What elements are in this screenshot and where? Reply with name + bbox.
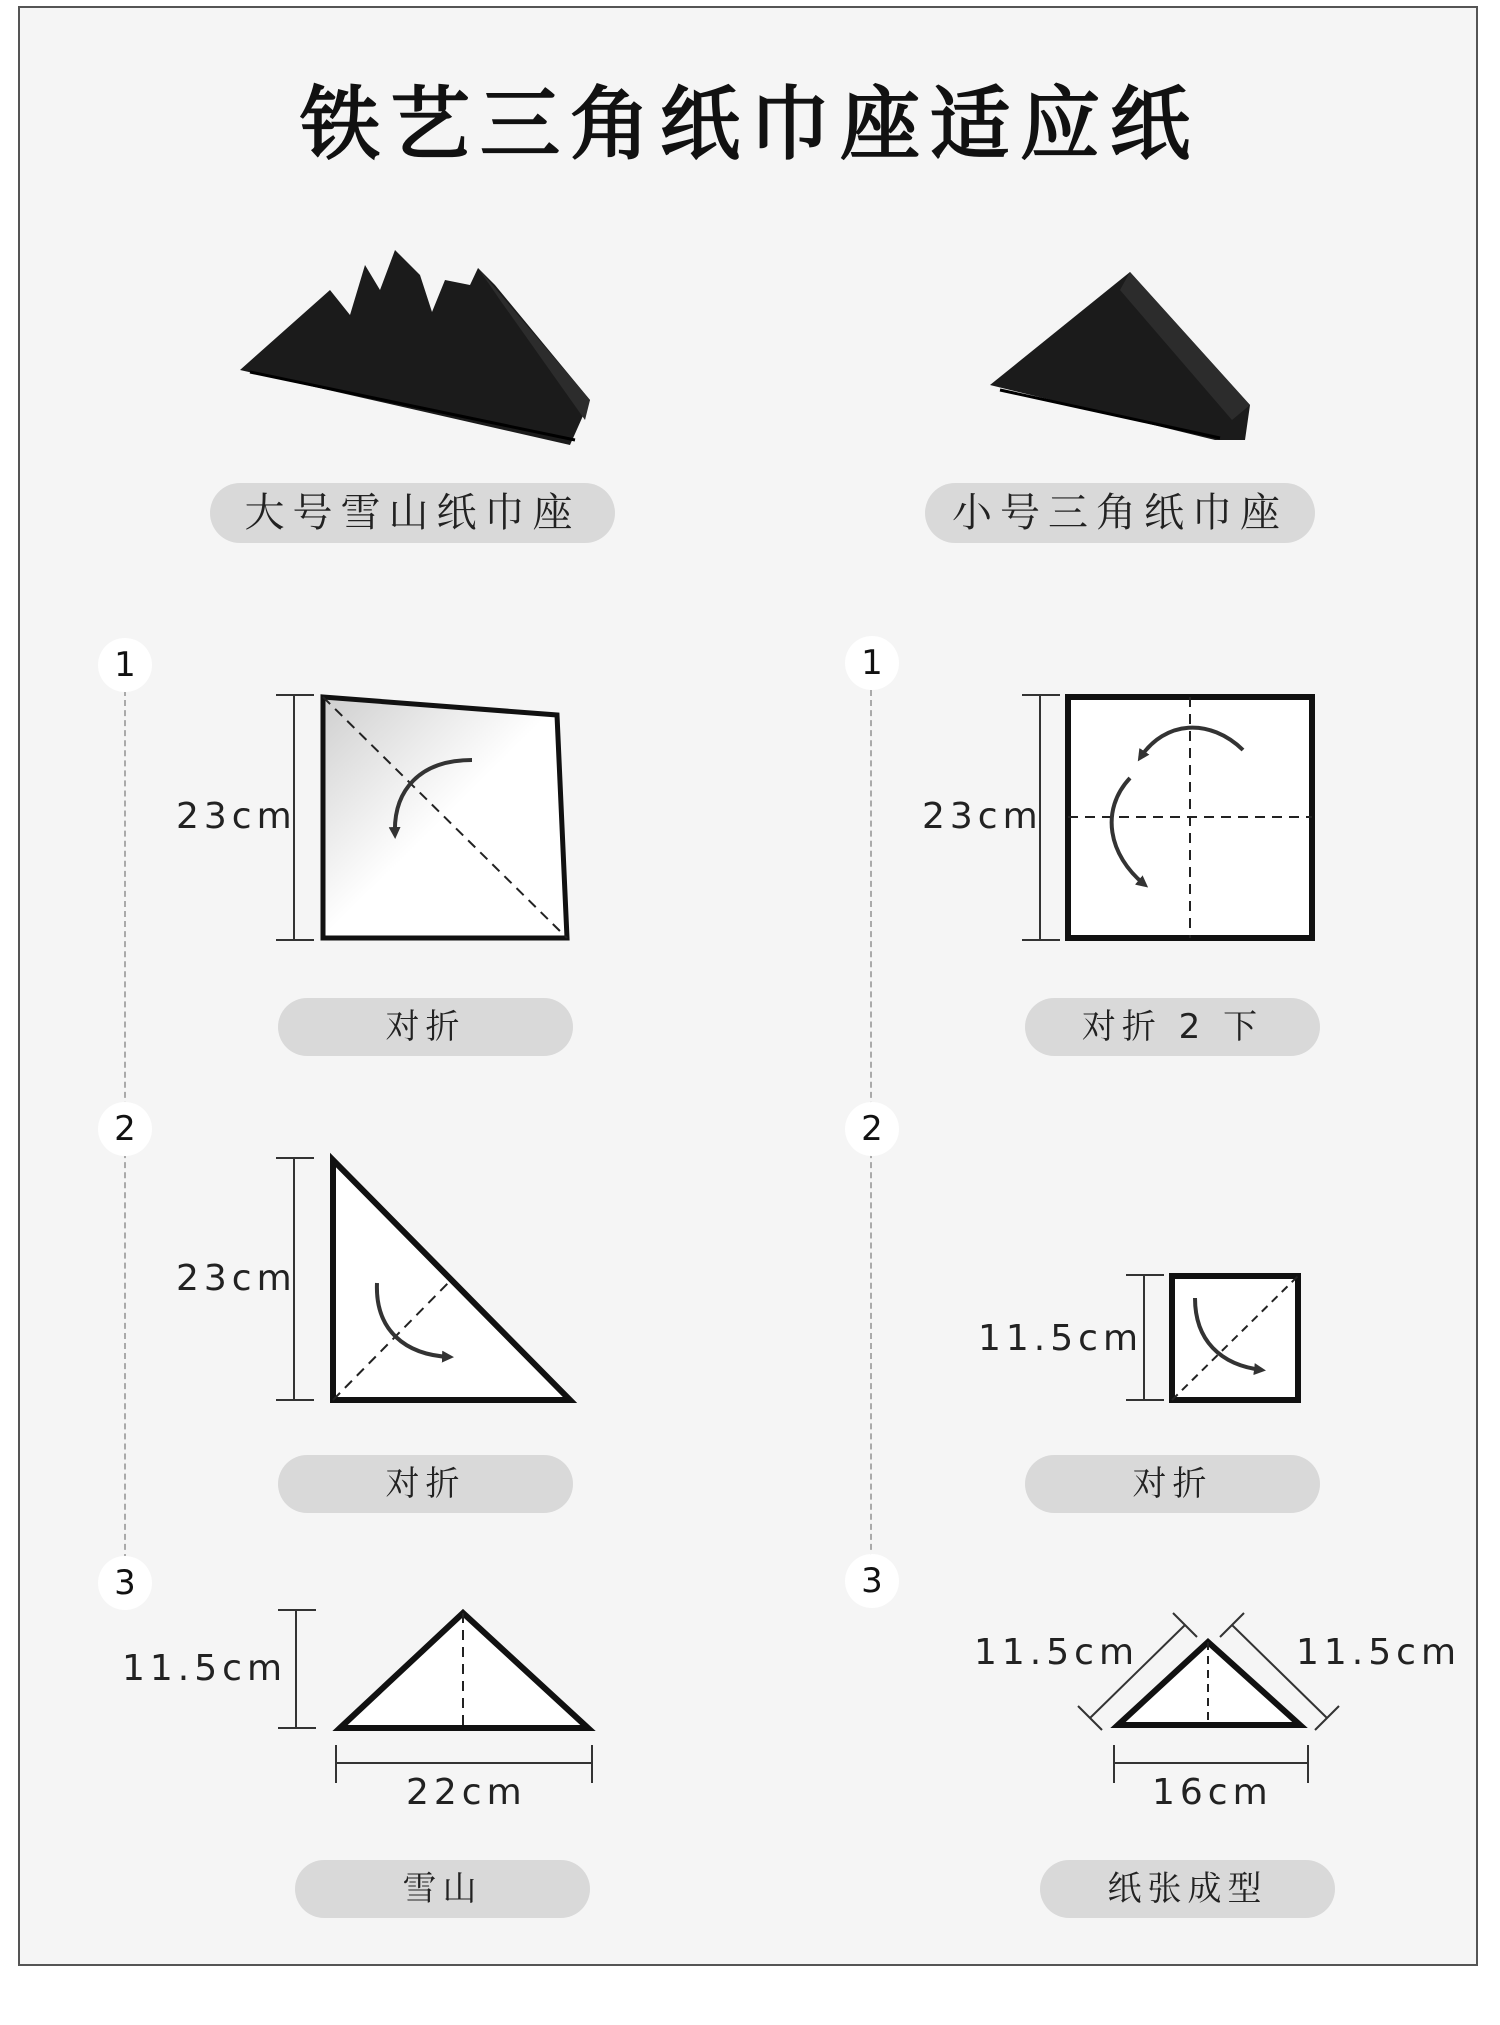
right-step1-diagram (1022, 695, 1312, 940)
page-title: 铁艺三角纸巾座适应纸 (300, 78, 1200, 171)
right-step3-side-left: 11.5cm (974, 1632, 1140, 1673)
left-product-label: 大号雪山纸巾座 (210, 483, 615, 543)
right-step1-badge: 1 (845, 636, 899, 690)
left-step1-diagram (276, 695, 567, 940)
right-step2-badge: 2 (845, 1102, 899, 1156)
left-step1-dimension: 23cm (176, 796, 297, 837)
right-step3-width: 16cm (1152, 1772, 1273, 1813)
right-step3-caption: 纸张成型 (1040, 1860, 1335, 1918)
right-step3-badge: 3 (845, 1554, 899, 1608)
left-step3-badge: 3 (98, 1556, 152, 1610)
left-step3-width: 22cm (406, 1772, 527, 1813)
snow-mountain-napkin-holder-image (240, 250, 590, 445)
right-step2-diagram (1126, 1275, 1298, 1400)
left-step2-diagram (276, 1158, 570, 1400)
left-step1-badge: 1 (98, 638, 152, 692)
left-step3-diagram (278, 1610, 592, 1783)
triangle-napkin-holder-image (990, 272, 1250, 440)
left-step2-caption: 对折 (278, 1455, 573, 1513)
right-step3-side-right: 11.5cm (1296, 1632, 1462, 1673)
right-step2-caption: 对折 (1025, 1455, 1320, 1513)
left-step2-badge: 2 (98, 1102, 152, 1156)
left-step3-caption: 雪山 (295, 1860, 590, 1918)
right-product-label: 小号三角纸巾座 (925, 483, 1315, 543)
left-step2-dimension: 23cm (176, 1258, 297, 1299)
right-step2-dimension: 11.5cm (978, 1318, 1144, 1359)
right-step1-caption: 对折 2 下 (1025, 998, 1320, 1056)
right-step1-dimension: 23cm (922, 796, 1043, 837)
left-step3-height: 11.5cm (122, 1648, 288, 1689)
left-step1-caption: 对折 (278, 998, 573, 1056)
